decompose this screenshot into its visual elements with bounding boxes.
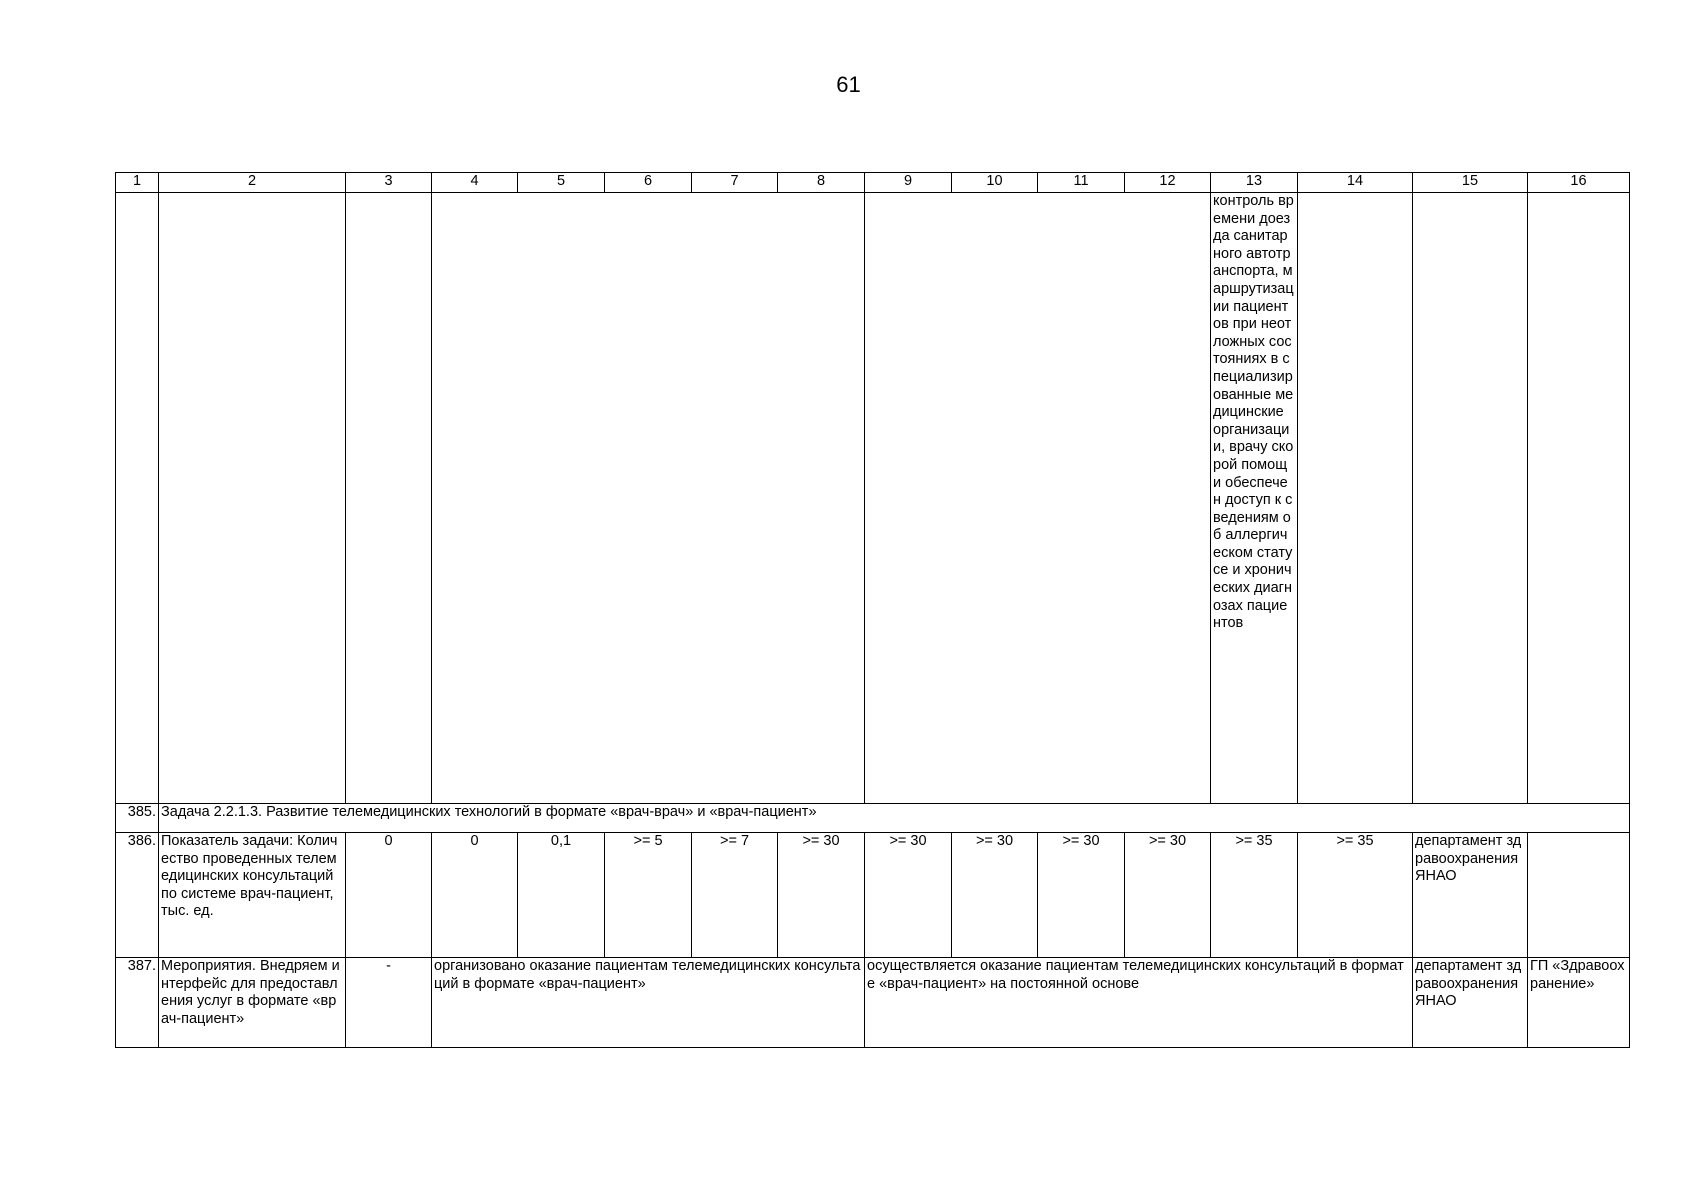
- cell-empty: [116, 193, 159, 804]
- executor: [1528, 833, 1630, 958]
- column-number: 5: [518, 173, 605, 193]
- cell-empty: [159, 193, 346, 804]
- indicator-value: >= 30: [1038, 833, 1125, 958]
- column-number: 4: [432, 173, 518, 193]
- task-title: Задача 2.2.1.3. Развитие телемедицинских технологий в формате «врач-врач» и «врач-пациент»: [159, 804, 1630, 833]
- cell-empty: [865, 193, 1211, 804]
- column-number: 15: [1413, 173, 1528, 193]
- row-number: 387.: [116, 958, 159, 1048]
- measure-dash: -: [346, 958, 432, 1048]
- continuation-row: [116, 193, 1630, 804]
- responsible-body: департамент здравоохранения ЯНАО: [1413, 958, 1528, 1048]
- column-number: 10: [952, 173, 1038, 193]
- column-number: 8: [778, 173, 865, 193]
- cell-empty: [432, 193, 865, 804]
- column-number: 1: [116, 173, 159, 193]
- column-number: 6: [605, 173, 692, 193]
- indicator-value: >= 35: [1298, 833, 1413, 958]
- column-number: 3: [346, 173, 432, 193]
- indicator-value: 0: [346, 833, 432, 958]
- row-number: 385.: [116, 804, 159, 833]
- indicator-value: >= 30: [1125, 833, 1211, 958]
- column-number: 9: [865, 173, 952, 193]
- indicator-value: >= 7: [692, 833, 778, 958]
- indicator-value: >= 5: [605, 833, 692, 958]
- indicator-value: >= 30: [778, 833, 865, 958]
- cell-empty: [1528, 193, 1630, 804]
- column-number: 13: [1211, 173, 1298, 193]
- executor: ГП «Здравоохранение»: [1528, 958, 1630, 1048]
- responsible-body: департамент здравоохранения ЯНАО: [1413, 833, 1528, 958]
- measure-row: [116, 958, 1630, 1048]
- task-row: [116, 804, 1630, 833]
- column-number: 11: [1038, 173, 1125, 193]
- measure-result-ongoing: осуществляется оказание пациентам телемедицинских консультаций в формате «врач-пациент» на постоянной основе: [865, 958, 1413, 1048]
- measure-name: Мероприятия. Внедряем интерфейс для предоставления услуг в формате «врач-пациент»: [159, 958, 346, 1048]
- indicator-name: Показатель задачи: Количество проведенных телемедицинских консультаций по системе врач-пациент, тыс. ед.: [159, 833, 346, 958]
- column-number: 16: [1528, 173, 1630, 193]
- page-number: 61: [836, 72, 861, 97]
- column-number: 12: [1125, 173, 1211, 193]
- continuation-text: контроль времени доезда санитарного автотранспорта, маршрутизации пациентов при неотложных состояниях в специализированные медицинские организации, врачу скорой помощи обеспечен доступ к сведениям об аллергическом статусе и хронических диагнозах пациентов: [1211, 193, 1298, 804]
- column-number-row: [116, 173, 1630, 193]
- measure-result-initial: организовано оказание пациентам телемедицинских консультаций в формате «врач-пациент»: [432, 958, 865, 1048]
- cell-empty: [1413, 193, 1528, 804]
- cell-empty: [346, 193, 432, 804]
- indicator-row: [116, 833, 1630, 958]
- column-number: 2: [159, 173, 346, 193]
- cell-empty: [1298, 193, 1413, 804]
- row-number: 386.: [116, 833, 159, 958]
- indicator-value: 0,1: [518, 833, 605, 958]
- column-number: 7: [692, 173, 778, 193]
- column-number: 14: [1298, 173, 1413, 193]
- program-table: [115, 172, 1630, 1048]
- indicator-value: >= 35: [1211, 833, 1298, 958]
- indicator-value: 0: [432, 833, 518, 958]
- indicator-value: >= 30: [952, 833, 1038, 958]
- indicator-value: >= 30: [865, 833, 952, 958]
